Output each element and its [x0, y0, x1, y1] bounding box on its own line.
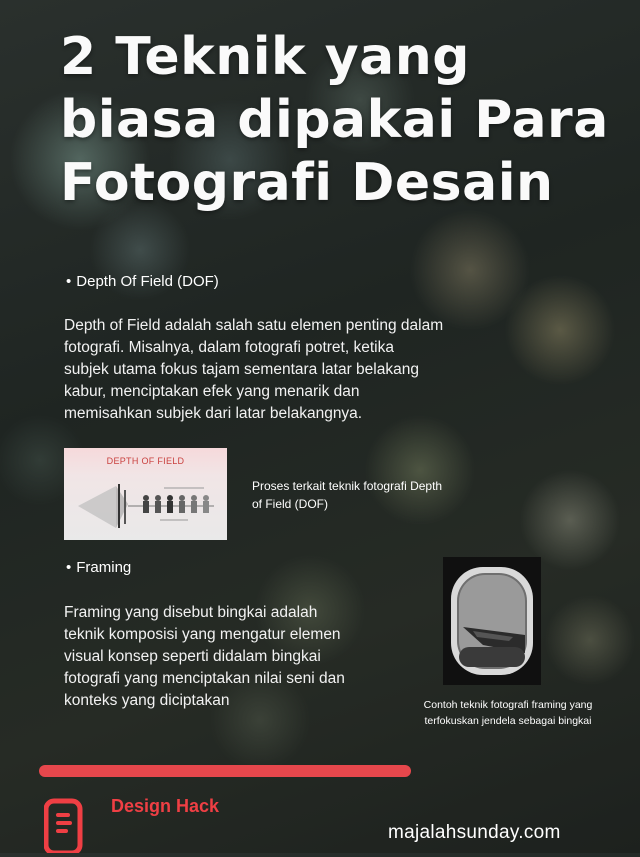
paragraph-line: Framing yang disebut bingkai adalah — [64, 604, 318, 621]
website-url: majalahsunday.com — [388, 822, 561, 843]
dof-image-heading: DEPTH OF FIELD — [106, 456, 185, 466]
brand-name: Design Hack — [111, 796, 220, 816]
title-line: Fotografi Desain — [60, 153, 554, 213]
accent-bar — [39, 765, 411, 777]
dof-diagram-image — [64, 448, 227, 540]
paragraph-line: teknik komposisi yang mengatur elemen — [64, 626, 341, 643]
dof-caption — [252, 477, 512, 513]
bullet-dot-icon: • — [66, 559, 72, 576]
page-title — [60, 26, 620, 215]
paragraph-line: konteks yang diciptakan — [64, 692, 230, 709]
airplane-window-illustration — [443, 557, 541, 685]
section-bullet-framing — [66, 559, 131, 576]
paragraph-line: fotografi. Misalnya, dalam fotografi potret, ketika — [64, 339, 394, 356]
design-hack-logo-icon — [44, 797, 88, 853]
paragraph-line: visual konsep seperti didalam bingkai — [64, 648, 321, 665]
paragraph-line: subjek utama fokus tajam sementara latar belakang — [64, 361, 419, 378]
section-bullet-dof — [66, 273, 219, 290]
framing-caption — [388, 697, 628, 729]
framing-window-image — [443, 557, 541, 685]
bullet-dot-icon: • — [66, 273, 72, 290]
paragraph-line: kabur, menciptakan efek yang menarik dan — [64, 383, 360, 400]
framing-paragraph — [64, 602, 394, 712]
caption-line: Proses terkait teknik fotografi Depth — [252, 479, 443, 493]
paragraph-line: fotografi yang menciptakan nilai seni dan — [64, 670, 345, 687]
section-heading: Depth Of Field (DOF) — [76, 273, 219, 290]
title-line: biasa dipakai Para — [60, 90, 609, 150]
caption-line: terfokuskan jendela sebagai bingkai — [424, 715, 592, 727]
paragraph-line: memisahkan subjek dari latar belakangnya. — [64, 405, 363, 422]
section-heading: Framing — [76, 559, 132, 576]
title-line: 2 Teknik yang — [60, 27, 470, 87]
paragraph-line: Depth of Field adalah salah satu elemen penting dalam — [64, 317, 444, 334]
caption-line: of Field (DOF) — [252, 497, 329, 511]
caption-line: Contoh teknik fotografi framing yang — [423, 699, 593, 711]
dof-paragraph — [64, 315, 514, 425]
dof-diagram-illustration — [64, 448, 227, 540]
